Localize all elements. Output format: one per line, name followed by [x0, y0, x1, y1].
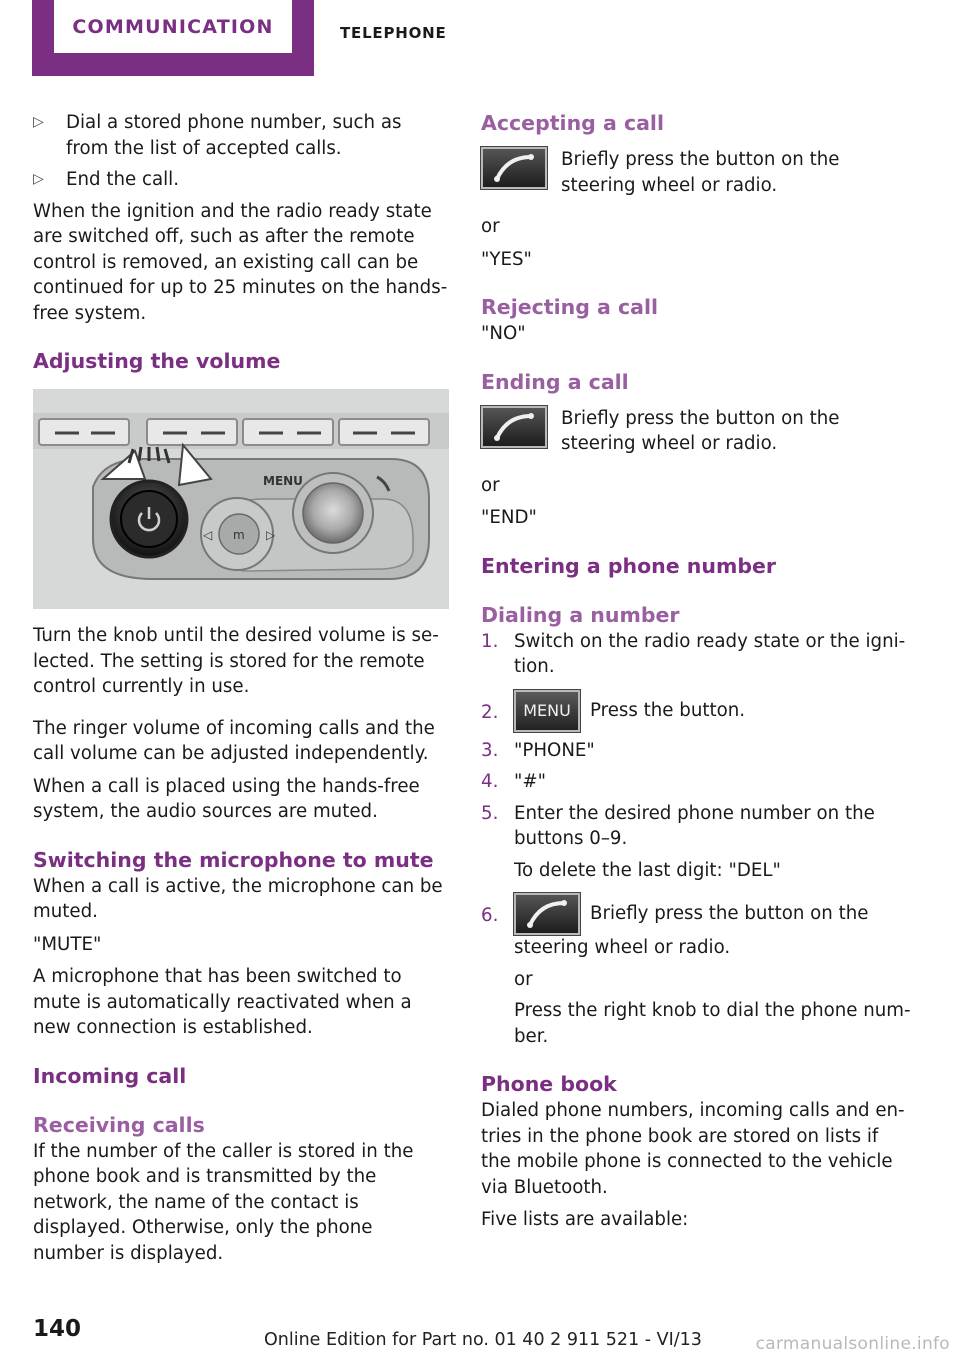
subsection-label: TELEPHONE — [340, 24, 447, 42]
triangle-bullet-icon: ▷ — [33, 171, 44, 187]
accept-instruction: Briefly press the button on the steering wheel or radio. — [481, 147, 911, 198]
section-tab-label: COMMUNICATION — [54, 0, 292, 53]
section-tab — [32, 0, 314, 76]
paragraph-turn-knob: Turn the knob until the desired volume is selected. The setting is stored for the remote control currently in use. — [33, 625, 439, 697]
menu-button-icon: MENU — [514, 690, 580, 732]
watermark: carmanualsonline.info — [755, 1334, 950, 1354]
heading-incoming: Incoming call — [33, 1063, 187, 1088]
paragraph-reactivated: A microphone that has been switched to mute is automatically reactivated when a new connection is established. — [33, 966, 412, 1038]
heading-entering: Entering a phone number — [481, 553, 777, 578]
or-text: or — [481, 474, 500, 496]
paragraph-phonebook: Dialed phone numbers, incoming calls and entries in the phone book are stored on lists if the mobile phone is connected to the vehicle via Bluetooth. — [481, 1100, 905, 1198]
list-item: 5. Enter the desired phone number on the buttons 0–9. To delete the last digit: "DEL" — [481, 802, 875, 881]
paragraph-receiving: If the number of the caller is stored in the phone book and is transmitted by the network, the name of the contact is displayed. Otherwise, only the phone number is displayed. — [33, 1140, 414, 1264]
left-column — [33, 110, 449, 1273]
heading-accept: Accepting a call — [481, 111, 664, 135]
svg-text:◁: ◁ — [203, 528, 213, 542]
command-mute: "MUTE" — [33, 933, 102, 955]
list-item: 2. MENU Press the button. — [481, 690, 911, 732]
edition-footer: Online Edition for Part no. 01 40 2 911 521 - VI/13 — [264, 1330, 702, 1350]
heading-dialing: Dialing a number — [481, 602, 680, 627]
paragraph-ringer: The ringer volume of incoming calls and the call volume can be adjusted independently. — [33, 717, 435, 764]
list-item: 6. Briefly press the button on the steering wheel or radio. or Press the right knob to dial the phone number. — [481, 893, 911, 1049]
end-instruction: Briefly press the button on the steering wheel or radio. — [481, 406, 911, 457]
list-item: 4. "#" — [481, 771, 546, 792]
command-no: "NO" — [481, 323, 526, 344]
page-number: 140 — [33, 1316, 82, 1342]
heading-end: Ending a call — [481, 369, 629, 394]
svg-text:m: m — [233, 528, 245, 542]
right-column — [481, 110, 911, 1240]
svg-text:▷: ▷ — [266, 528, 276, 542]
phone-handset-icon — [514, 893, 580, 935]
heading-receiving: Receiving calls — [33, 1112, 205, 1137]
list-item: ▷ End the call. — [33, 167, 449, 193]
command-end: "END" — [481, 507, 537, 528]
list-item: ▷ Dial a stored phone number, such as from the list of accepted calls. — [33, 112, 402, 159]
paragraph-active: When a call is active, the microphone can be muted. — [33, 875, 443, 922]
or-text: or — [481, 216, 500, 237]
heading-reject: Rejecting a call — [481, 295, 659, 319]
paragraph-ignition: When the ignition and the radio ready state are switched off, such as after the remote control is removed, an existing call can be continued for up to 25 minutes on the hands-free system. — [33, 200, 448, 324]
heading-mute: Switching the microphone to mute — [33, 847, 434, 872]
command-yes: "YES" — [481, 248, 532, 270]
list-item: 1. Switch on the radio ready state or the ignition. — [481, 630, 906, 677]
radio-controls-figure — [33, 389, 449, 609]
paragraph-lists: Five lists are available: — [481, 1209, 689, 1230]
figure-menu-label: MENU — [263, 474, 303, 488]
phone-handset-icon — [481, 406, 547, 448]
heading-phonebook: Phone book — [481, 1072, 617, 1096]
triangle-bullet-icon: ▷ — [33, 114, 44, 130]
paragraph-muted: When a call is placed using the hands-free system, the audio sources are muted. — [33, 775, 420, 822]
phone-handset-icon — [481, 147, 547, 189]
heading-volume: Adjusting the volume — [33, 349, 281, 373]
list-item: 3. "PHONE" — [481, 739, 595, 761]
